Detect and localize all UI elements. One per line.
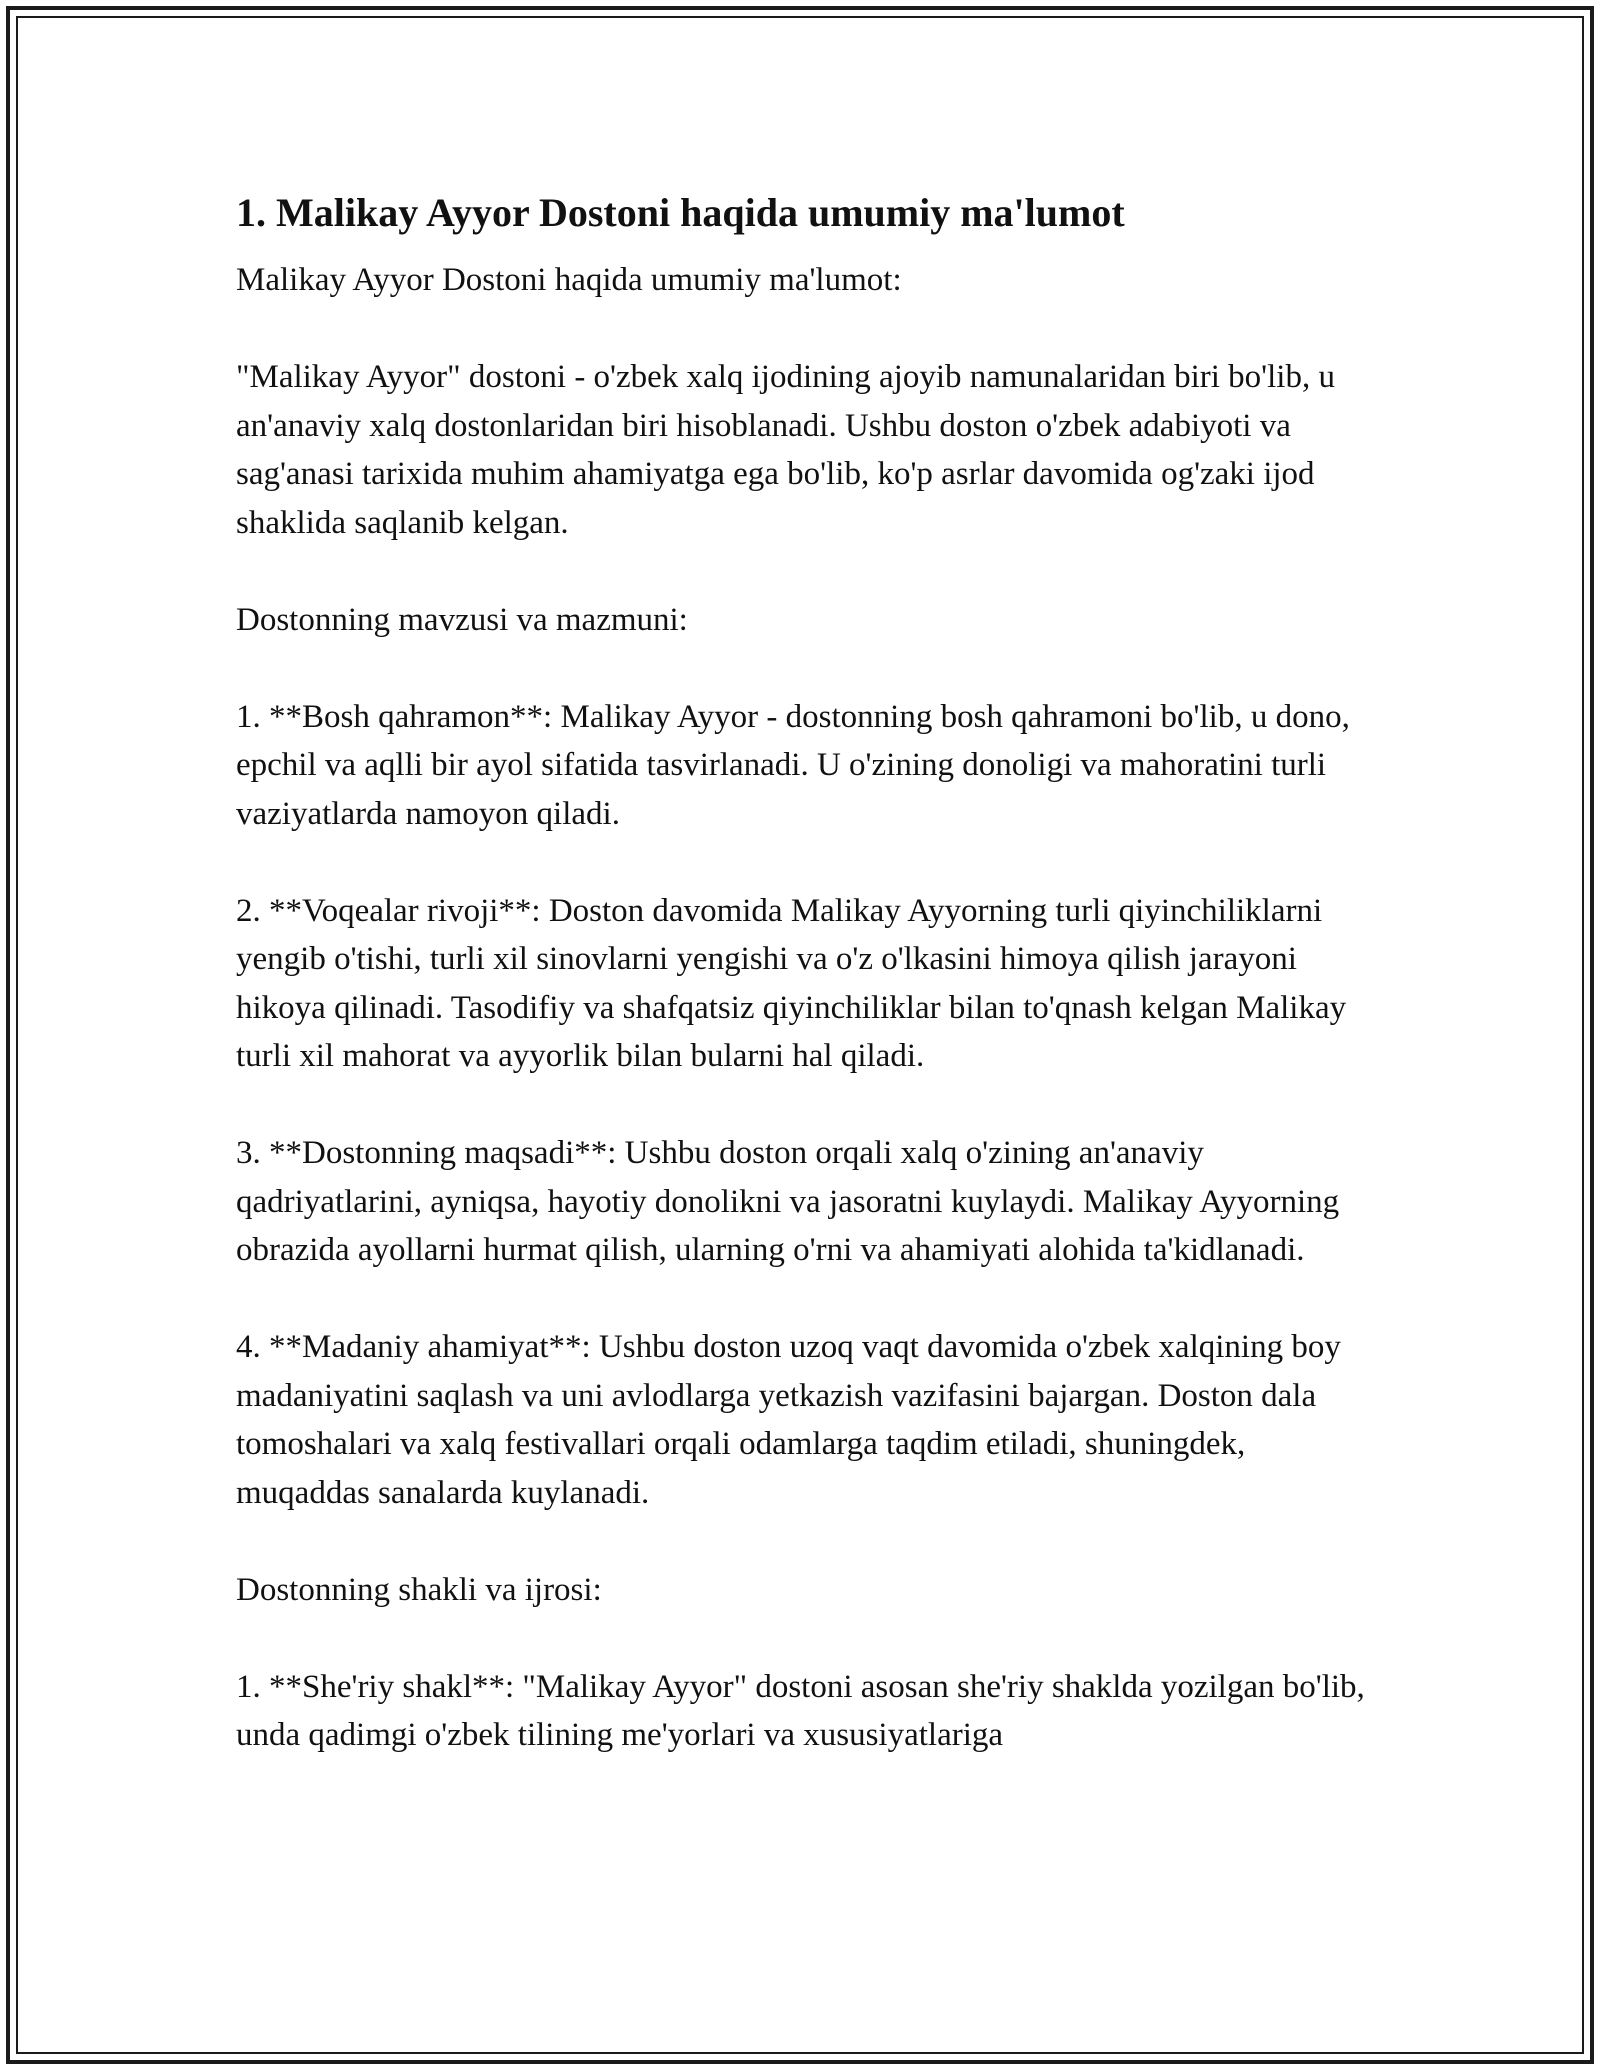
section-title-form: Dostonning shakli va ijrosi: xyxy=(236,1571,602,1608)
document-body xyxy=(236,184,1376,1808)
theme-item-2: 2. **Voqealar rivoji**: Doston davomida Malikay Ayyorning turli qiyinchiliklarni yengib o'tishi, turli xil sinovlarni yengishi va o'z o'lkasini himoya qilish jarayoni hikoya qilinadi. Tasodifiy va shafqatsiz qiyinchiliklar bilan to'qnash kelgan Malikay turli xil mahorat va ayyorlik bilan bularni hal qiladi. xyxy=(236,892,1347,1074)
form-item-1: 1. **She'riy shakl**: "Malikay Ayyor" dostoni asosan she'riy shaklda yozilgan bo'lib, unda qadimgi o'zbek tilining me'yorlari va xususiyatlariga xyxy=(236,1668,1365,1753)
description-paragraph: "Malikay Ayyor" dostoni - o'zbek xalq ijodining ajoyib namunalaridan biri bo'lib, u an'anaviy xalq dostonlaridan biri hisoblanadi. Ushbu doston o'zbek adabiyoti va sag'anasi tarixida muhim ahamiyatga ega bo'lib, ko'p asrlar davomida og'zaki ijod shaklida saqlanib kelgan. xyxy=(236,359,1335,541)
theme-item-3: 3. **Dostonning maqsadi**: Ushbu doston orqali xalq o'zining an'anaviy qadriyatlarini, ayniqsa, hayotiy donolikni va jasoratni kuylaydi. Malikay Ayyorning obrazida ayollarni hurmat qilish, ularning o'rni va ahamiyati alohida ta'kidlanadi. xyxy=(236,1135,1340,1268)
theme-item-4: 4. **Madaniy ahamiyat**: Ushbu doston uzoq vaqt davomida o'zbek xalqining boy madaniyatini saqlash va uni avlodlarga yetkazish vazifasini bajargan. Doston dala tomoshalari va xalq festivallari orqali odamlarga taqdim etiladi, shuningdek, muqaddas sanalarda kuylanadi. xyxy=(236,1329,1341,1511)
section-title-theme: Dostonning mavzusi va mazmuni: xyxy=(236,601,688,638)
intro-paragraph: Malikay Ayyor Dostoni haqida umumiy ma'lumot: xyxy=(236,262,902,298)
theme-item-1: 1. **Bosh qahramon**: Malikay Ayyor - dostonning bosh qahramoni bo'lib, u dono, epchil va aqlli bir ayol sifatida tasvirlanadi. U o'zining donoligi va mahoratini turli vaziyatlarda namoyon qiladi. xyxy=(236,698,1350,832)
document-heading: 1. Malikay Ayyor Dostoni haqida umumiy ma'lumot xyxy=(236,190,1125,235)
